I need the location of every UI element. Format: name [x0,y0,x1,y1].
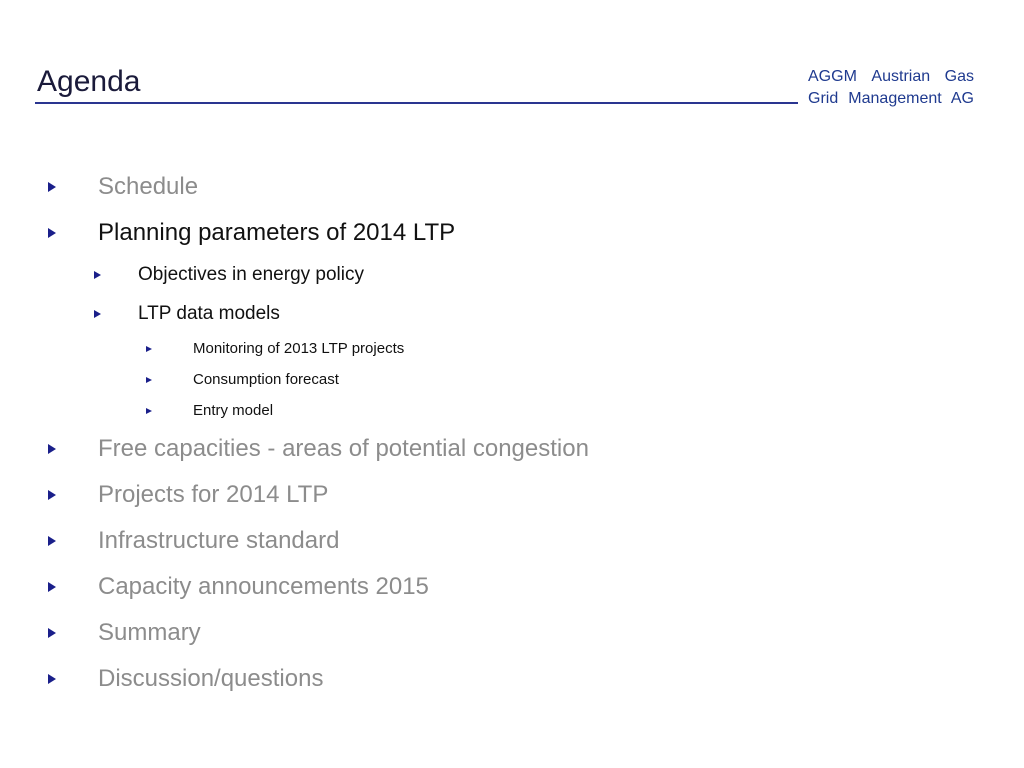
agenda-item [48,435,589,463]
bullet-triangle-icon [94,271,101,279]
page-title: Agenda [37,65,141,98]
bullet-triangle-icon [48,674,56,684]
agenda-item-label: Discussion/questions [98,665,324,692]
agenda-subsubitem-label: Consumption forecast [193,371,339,388]
bullet-triangle-icon [48,582,56,592]
bullet-triangle-icon [146,408,152,414]
company-word: AGGM [808,68,857,85]
agenda-item [48,219,455,247]
agenda-item [48,573,429,601]
agenda-item-label: Planning parameters of 2014 LTP [98,219,456,246]
agenda-subsubitem-label: Monitoring of 2013 LTP projects [193,340,405,357]
agenda-item-label: Schedule [98,173,199,200]
agenda-item [48,173,198,201]
company-word: Austrian [871,68,931,85]
agenda-subsubitem [146,340,404,357]
agenda-item [48,619,201,647]
agenda-item-label: Capacity announcements 2015 [98,573,429,600]
bullet-triangle-icon [48,536,56,546]
agenda-item [48,665,323,693]
agenda-subitem [94,264,364,286]
bullet-triangle-icon [48,628,56,638]
agenda-item-label: Projects for 2014 LTP [98,481,329,508]
bullet-triangle-icon [146,346,152,352]
agenda-item [48,481,328,509]
bullet-triangle-icon [146,377,152,383]
company-name-line2: Grid Management AG [808,90,974,107]
agenda-subitem [94,303,280,325]
agenda-item-label: Summary [98,619,201,646]
company-word: Gas [944,68,974,85]
agenda-item-label: Free capacities - areas of potential congestion [98,435,589,462]
bullet-triangle-icon [48,228,56,238]
agenda-subsubitem [146,371,339,388]
agenda-subitem-label: Objectives in energy policy [138,264,364,285]
bullet-triangle-icon [94,310,101,318]
agenda-item [48,527,339,555]
bullet-triangle-icon [48,444,56,454]
agenda-subitem-label: LTP data models [138,303,280,324]
agenda-subsubitem [146,402,273,419]
bullet-triangle-icon [48,182,56,192]
bullet-triangle-icon [48,490,56,500]
agenda-item-label: Infrastructure standard [98,527,340,554]
agenda-subsubitem-label: Entry model [193,402,274,419]
